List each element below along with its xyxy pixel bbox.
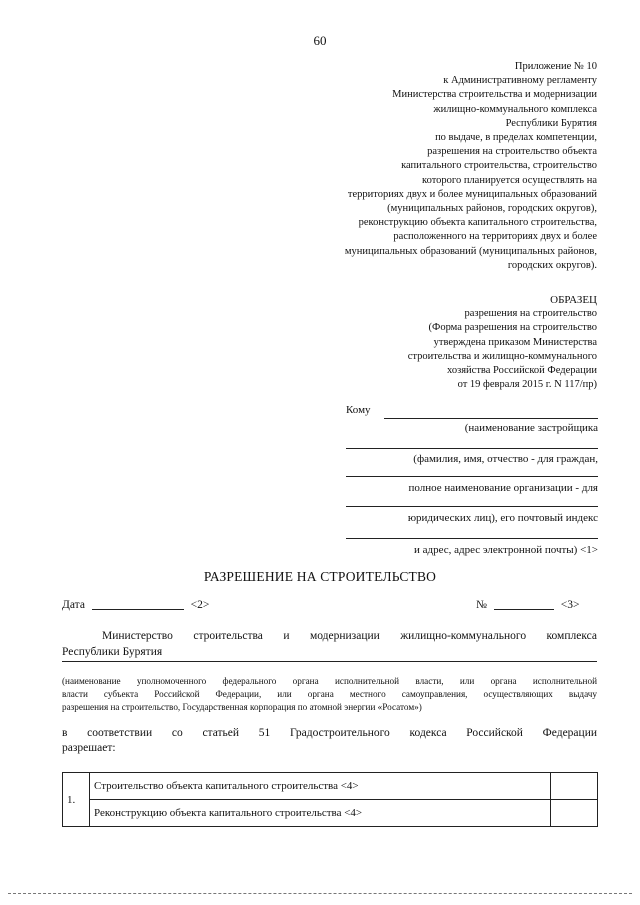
appendix-header [217,60,597,273]
recipient-label: Кому [346,404,371,416]
note-line: власти субъекта Российской Федерации, или органа местного самоуправления, осуществляющих выдачу [62,689,597,699]
document-title: РАЗРЕШЕНИЕ НА СТРОИТЕЛЬСТВО [203,569,437,584]
number-field-line[interactable] [494,597,554,610]
date-label: Дата [62,599,85,611]
recipient-caption: полное наименование организации - для [408,482,598,494]
sample-line: строительства и жилищно-коммунального [407,350,597,362]
appendix-line: по выдаче, в пределах компетенции, [435,132,597,144]
appendix-line: которого планируется осуществлять на [422,174,597,186]
date-block [62,597,209,611]
authority-note [62,675,597,714]
table-row [63,800,598,827]
accordance-line: разрешает: [62,742,116,754]
row-text: Строительство объекта капитального строительства <4> [90,773,551,800]
row-number: 1. [63,773,90,827]
note-line: (наименование уполномоченного федерального органа исполнительной власти, или органа исполнительной [62,676,597,686]
appendix-line: капитального строительства, строительство [401,160,597,172]
sample-line: (Форма разрешения на строительство [428,322,597,334]
recipient-caption: (фамилия, имя, отчество - для граждан, [413,453,598,465]
permission-table [62,772,598,827]
page-bottom-edge [8,893,632,894]
recipient-field-line[interactable] [346,448,598,449]
table-row [63,773,598,800]
appendix-line: разрешения на строительство объекта [427,146,597,158]
page-number: 60 [313,33,327,48]
sample-block [297,293,597,392]
authority-line: Республики Бурятия [62,644,597,662]
appendix-line: Приложение № 10 [514,61,597,72]
appendix-line: расположенного на территориях двух и более [393,231,597,243]
recipient-caption: (наименование застройщика [464,422,598,434]
date-field-line[interactable] [92,597,184,610]
appendix-line: жилищно-коммунального комплекса [433,103,597,115]
row-checkbox-cell[interactable] [551,773,598,800]
sample-line: от 19 февраля 2015 г. N 117/пр) [457,379,597,391]
number-footnote-ref: <3> [560,599,580,611]
sample-heading: ОБРАЗЕЦ [550,294,597,306]
sample-line: хозяйства Российской Федерации [446,365,597,377]
row-checkbox-cell[interactable] [551,800,598,827]
row-text: Реконструкцию объекта капитального строительства <4> [90,800,551,827]
accordance-paragraph [62,726,597,756]
appendix-line: территориях двух и более муниципальных образований [347,188,597,200]
accordance-line: в соответствии со статьей 51 Градостроительного кодекса Российской Федерации [62,727,597,739]
sample-line: утверждена приказом Министерства [433,336,597,348]
date-footnote-ref: <2> [190,599,210,611]
recipient-caption: и адрес, адрес электронной почты) <1> [413,544,598,556]
recipient-field-line[interactable] [346,538,598,539]
recipient-field-line[interactable] [384,418,598,419]
number-block [476,597,579,611]
appendix-line: городских округов). [507,259,597,271]
sample-line: разрешения на строительство [464,308,597,320]
note-line: разрешения на строительство, Государственная корпорация по атомной энергии «Росатом») [62,702,422,712]
issuing-authority [62,628,597,662]
appendix-line: к Административному регламенту [443,75,597,87]
appendix-line: (муниципальных районов, городских округов), [387,203,597,215]
recipient-field-line[interactable] [346,506,598,507]
appendix-line: реконструкцию объекта капитального строительства, [358,217,597,229]
authority-line: Министерство строительства и модернизации жилищно-коммунального комплекса [102,630,597,642]
number-label: № [476,599,487,611]
recipient-field-line[interactable] [346,476,598,477]
appendix-line: муниципальных образований (муниципальных районов, [344,245,597,257]
appendix-line: Республики Бурятия [505,117,597,129]
recipient-caption: юридических лиц), его почтовый индекс [407,512,598,524]
appendix-line: Министерства строительства и модернизации [392,89,597,101]
